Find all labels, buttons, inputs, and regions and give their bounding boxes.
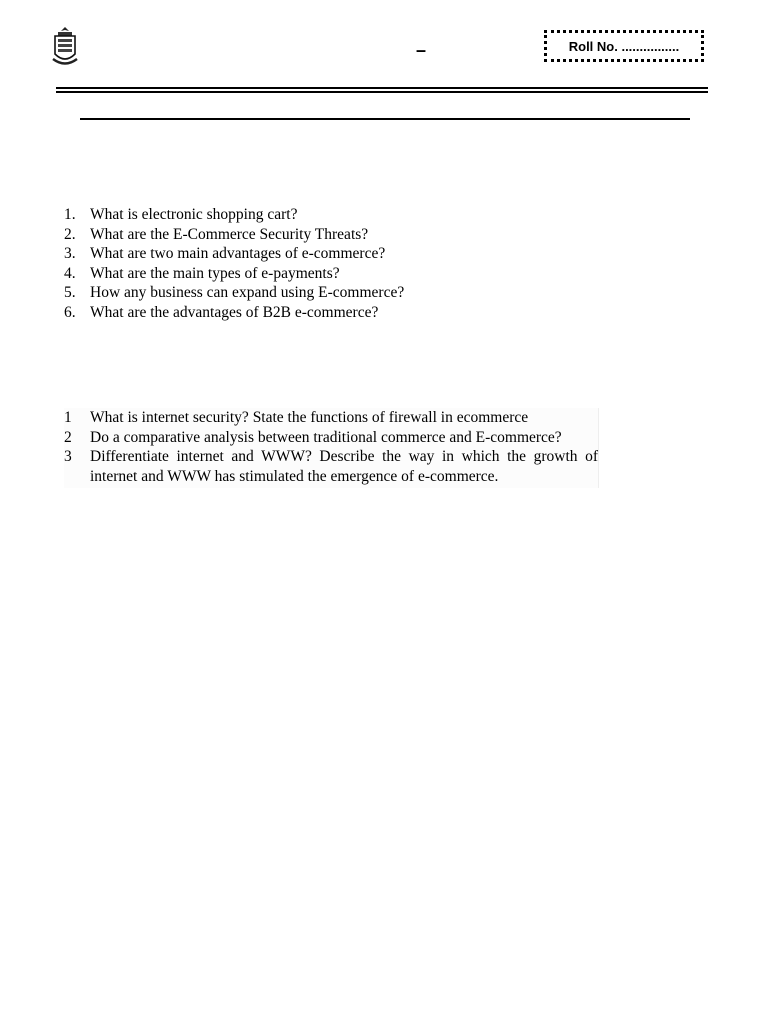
header-double-rule — [56, 87, 708, 93]
list-item — [64, 225, 404, 245]
question-text: What is internet security? State the functions of firewall in ecommerce — [90, 409, 529, 426]
list-item — [64, 205, 404, 225]
question-number: 2 — [64, 428, 72, 446]
question-number: 5. — [64, 284, 76, 301]
list-item — [64, 283, 404, 303]
question-text: What are two main advantages of e-commerce? — [90, 245, 386, 262]
question-text: What are the main types of e-payments? — [90, 264, 340, 282]
question-text: What are the E-Commerce Security Threats? — [90, 225, 369, 243]
question-text: How any business can expand using E-commerce? — [90, 284, 405, 301]
question-number: 1. — [64, 206, 76, 223]
question-text: Differentiate internet and WWW? Describe the way in which the growth of internet and WWW has stimulated the emergence of e-commerce. — [90, 448, 598, 485]
list-item — [64, 303, 404, 323]
roll-number-box: Roll No. ................ — [544, 30, 704, 62]
question-number: 1 — [64, 409, 72, 426]
short-questions-list — [64, 205, 404, 322]
list-item — [64, 428, 598, 448]
question-number: 4. — [64, 264, 76, 282]
question-number: 6. — [64, 303, 76, 321]
list-item — [64, 408, 598, 428]
question-text: What is electronic shopping cart? — [90, 206, 298, 223]
header-rule — [80, 118, 690, 120]
long-questions-list — [64, 408, 599, 488]
university-crest-icon — [52, 26, 78, 68]
question-text: What are the advantages of B2B e-commerce? — [90, 303, 379, 321]
list-item — [64, 244, 404, 264]
list-item — [64, 264, 404, 284]
list-item — [64, 447, 598, 486]
question-text: Do a comparative analysis between traditional commerce and E-commerce? — [90, 428, 562, 446]
title-dash: – — [416, 40, 427, 60]
question-number: 3. — [64, 245, 76, 262]
question-number: 2. — [64, 225, 76, 243]
question-number: 3 — [64, 448, 72, 465]
